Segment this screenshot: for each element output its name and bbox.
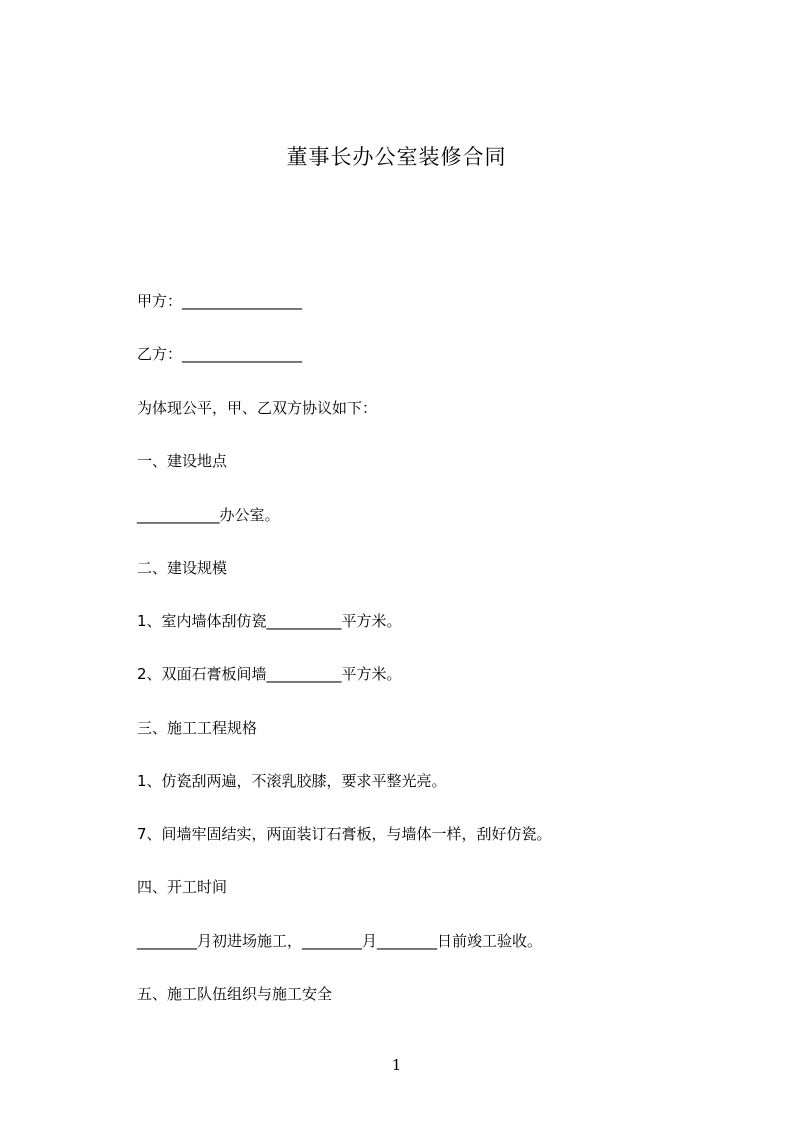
spec-item-1: 1、仿瓷刮两遍，不滚乳胶膝，要求平整光亮。 (137, 772, 447, 790)
page-number: 1 (391, 1056, 402, 1074)
section-heading-specs: 三、施工工程规格 (137, 719, 258, 737)
location-line: ___________办公室。 (137, 506, 280, 524)
section-heading-location: 一、建设地点 (137, 452, 228, 470)
section-heading-scale: 二、建设规模 (137, 559, 228, 577)
party-b-line: 乙方：________________ (137, 345, 303, 363)
document-title: 董事长办公室装修合同 (286, 145, 507, 169)
schedule-line: ________月初进场施工，________月________日前竣工验收。 (137, 932, 543, 950)
section-heading-team-safety: 五、施工队伍组织与施工安全 (137, 985, 333, 1003)
intro-paragraph: 为体现公平，甲、乙双方协议如下： (137, 399, 378, 417)
section-heading-start-time: 四、开工时间 (137, 878, 228, 896)
spec-item-7: 7、间墙牢固结实，两面装订石膏板，与墙体一样，刮好仿瓷。 (137, 825, 552, 843)
party-a-line: 甲方：________________ (137, 292, 303, 310)
scale-item-1: 1、室内墙体刮仿瓷__________平方米。 (137, 612, 402, 630)
scale-item-2: 2、双面石膏板间墙__________平方米。 (137, 665, 402, 683)
